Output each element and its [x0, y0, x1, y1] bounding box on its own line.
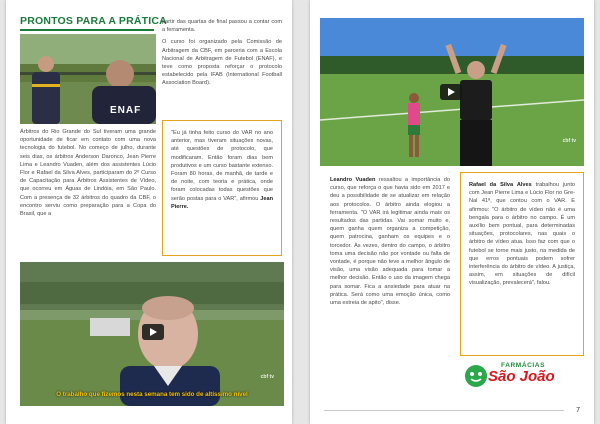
referee-training-video[interactable]	[320, 18, 584, 166]
training-video-watermark: cbf tv	[562, 138, 576, 144]
pharmacy-logo-top: FARMÁCIAS	[501, 362, 546, 369]
farmacias-sao-joao-logo	[464, 362, 588, 392]
quote-text: "Eu já tinha feito curso do VAR no ano anterior, mas tiveram situações novas, até questões de protocolo, que modificaram. Então foram dias bem produtivos e um curso bastante extenso. Foram 80 horas, de manhã, de tarde e de noite, com teoria e prática, onde foram colocadas todas questões que serão postas para o VAR", afirmou	[171, 130, 273, 202]
left-column-2	[162, 18, 282, 92]
quote-box	[162, 120, 282, 256]
left-col1-text: Árbitros do Rio Grande do Sul tiveram uma grande oportunidade de ficar em contato com uma nova tecnologia do futebol. No começo de julho, durante seis dias, os árbitros Anderson Daronco, Jean Pierre Lima e Leandro Vuaden, além dos assistentes Lúcio Flor e Rafael da Silva Alves, participaram do 2º Curso de Capacitação para Árbitros Assistentes de Vídeo, que ocorreu em Águas de Lindóia, em São Paulo. Com a presença de 32 árbitros do quadro da CBF, o encontro serviu como preparação para a Copa do Brasil, que a	[20, 129, 156, 218]
right-column-1	[330, 176, 450, 311]
right-page	[310, 0, 594, 424]
interview-play-button[interactable]	[142, 324, 164, 340]
interview-video-watermark: cbf tv	[260, 374, 274, 380]
footer-rule	[324, 410, 564, 411]
referees-group-photo	[20, 34, 156, 124]
training-play-button[interactable]	[440, 84, 462, 100]
page-headline: PRONTOS PARA A PRÁTICA	[20, 15, 167, 27]
page-number: 7	[576, 407, 580, 414]
pharmacy-logo-name: São João	[488, 368, 555, 385]
left-col2-p2: O curso foi organizado pela Comissão de Arbitragem da CBF, em parceria com a Escola Nacional de Arbitragem de Futebol (ENAF), e teve como proposta reforçar o protocolo estabelecido pela IFAB (International Football Association Board).	[162, 39, 282, 87]
alves-name: Rafael da Silva Alves	[469, 182, 532, 188]
vuaden-text: ressaltou a importância do curso, que reforça o que havia sido em 2017 e deu a possibilidade de se atualizar em relação aos protocolos. O árbitro ainda elogiou a ferramenta. "O VAR irá legitimar ainda mais os resultados das partidas. Vai somar muito e, quem ganha quem organiza a competição, quem patrocina, ganham os equipes e o torcedor. Às vezes, dentro do campo, o árbitro toma uma decisão não por vontade ou falta de vontade, é porque não teve a melhor ângulo de visão, uma visão adequada para tomar a melhor decisão. Então o uso da imagem chega para somar. Fica a ansiedade para atuar na prática. Será como uma emoção única, como uma estreia de apito", disse.	[330, 177, 450, 307]
left-page	[6, 0, 292, 424]
alves-text: trabalhou junto com Jean Pierre Lima e Lúcio Flor no Gre-Nal 41ª, que contou com o VAR. E afirmou: "O árbitro de vídeo não é uma bengala para o árbitro no campo. É um auxílio bem pontual, para determinadas situações, protocolares, nas quais o árbitro de vídeo atua. Isso faz com que o futebol se torne mais justo, na medida de que erros pontuais podem sofrer interferência do árbitro de vídeo. A justiça, assim, em situações de difícil visualização, prevalecerá", falou.	[469, 182, 575, 287]
interview-video[interactable]	[20, 262, 284, 406]
headline-underline	[20, 29, 154, 31]
alves-quote-box	[460, 172, 584, 356]
interview-video-caption: O trabalho que fizemos nesta semana tem sido de altíssimo nível	[56, 391, 248, 398]
vuaden-name: Leandro Vuaden	[330, 177, 376, 183]
shirt-lettering: ENAF	[110, 105, 142, 116]
left-col2-p1: partir das quartas de final passou a contar com a ferramenta.	[162, 19, 282, 34]
quote-author: Jean Pierre.	[171, 195, 273, 210]
vuaden-paragraph	[330, 176, 450, 307]
left-column-1	[20, 128, 156, 222]
pharmacy-mascot-icon	[464, 364, 488, 388]
